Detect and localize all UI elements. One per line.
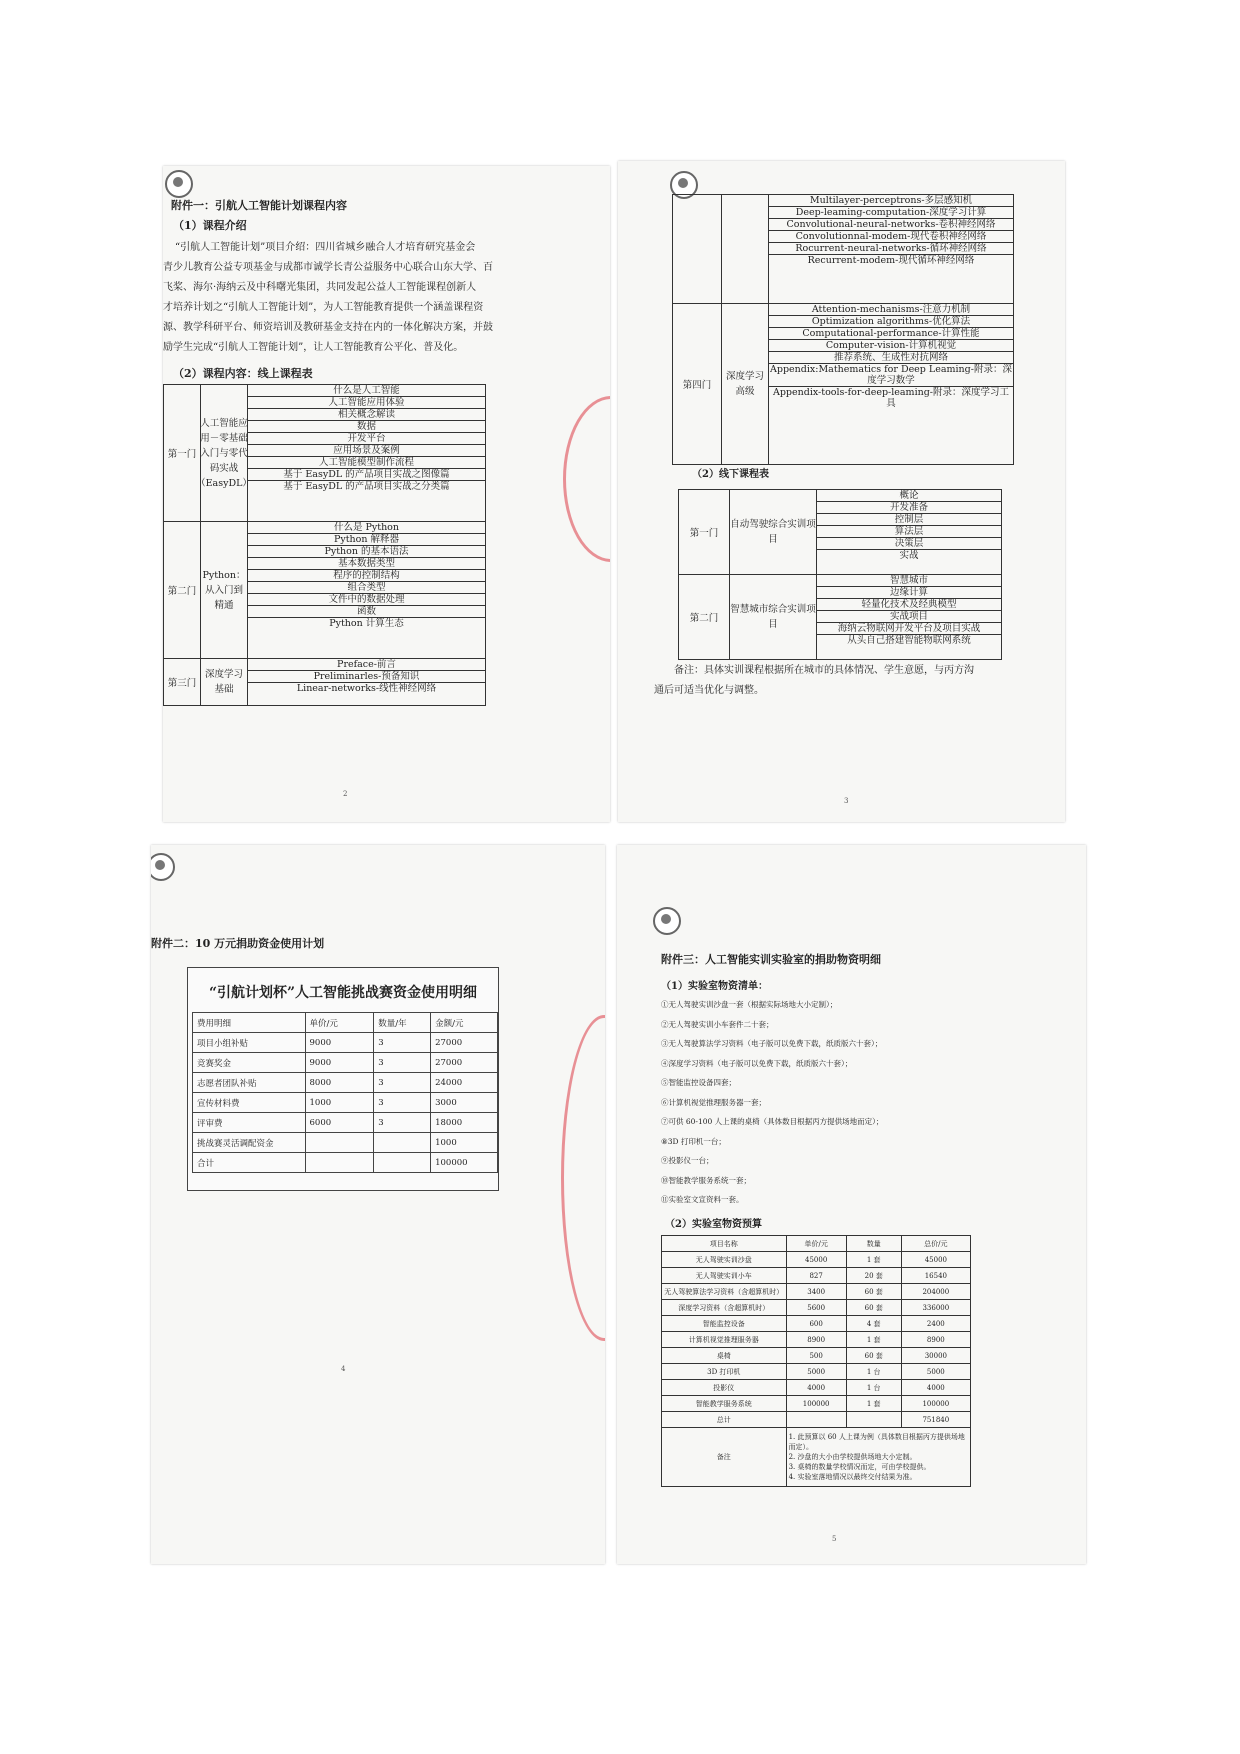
table-row bbox=[193, 1133, 498, 1153]
course-item: Python 解释器 bbox=[248, 534, 485, 546]
course-item: Multilayer-perceptrons-多层感知机 bbox=[769, 195, 1013, 207]
cell-item: 投影仪 bbox=[662, 1380, 787, 1396]
course-item: 实战项目 bbox=[817, 611, 1001, 623]
table-row bbox=[662, 1380, 971, 1396]
cell-qty bbox=[374, 1133, 431, 1153]
cell-qty: 3 bbox=[374, 1073, 431, 1093]
cell-item: 无人驾驶算法学习资料（含超算机时） bbox=[662, 1284, 787, 1300]
list-item: ④深度学习资料（电子版可以免费下载，纸质版六十套）； bbox=[661, 1058, 853, 1068]
cell-qty: 3 bbox=[374, 1113, 431, 1133]
course-item: 轻量化技术及经典模型 bbox=[817, 599, 1001, 611]
course-item: 开发平台 bbox=[248, 433, 485, 445]
course-item: 文件中的数据处理 bbox=[248, 594, 485, 606]
course-module: 第一门 bbox=[679, 490, 730, 574]
course-item: Computer-vision-计算机视觉 bbox=[769, 340, 1013, 352]
table-row bbox=[662, 1364, 971, 1380]
course-intro-paragraph bbox=[163, 238, 609, 358]
course-module: 第一门 bbox=[164, 385, 201, 521]
course-item: Python 计算生态 bbox=[329, 618, 404, 629]
cell-total: 30000 bbox=[901, 1348, 970, 1364]
school-logo-icon bbox=[151, 853, 175, 881]
cell-amount: 1000 bbox=[431, 1133, 498, 1153]
column-header: 单价/元 bbox=[305, 1013, 374, 1033]
course-group bbox=[672, 304, 1014, 465]
annex2-heading: 附件二：10 万元捐助资金使用计划 bbox=[151, 937, 325, 950]
cell-item: 志愿者团队补贴 bbox=[193, 1073, 306, 1093]
course-item: Optimization algorithms-优化算法 bbox=[769, 316, 1013, 328]
cell-qty: 1 套 bbox=[846, 1252, 901, 1268]
cell-qty: 60 套 bbox=[846, 1348, 901, 1364]
list-item: ⑩智能教学服务系统一套； bbox=[661, 1175, 751, 1185]
intro-line: “引航人工智能计划”项目介绍：四川省城乡融合人才培育研究基金会 bbox=[175, 242, 476, 253]
table-row bbox=[193, 1033, 498, 1053]
course-item: Convolutionnal-modem-现代卷积神经网络 bbox=[769, 231, 1013, 243]
offline-course-table bbox=[678, 489, 1002, 660]
cell-unit-price: 8900 bbox=[786, 1332, 846, 1348]
cell-item: 深度学习资料（含超算机时） bbox=[662, 1300, 787, 1316]
table-row bbox=[662, 1332, 971, 1348]
offline-note bbox=[654, 661, 1054, 701]
course-item: Appendix-tools-for-deep-leaming-附录：深度学习工具 bbox=[772, 387, 1010, 409]
document-page-4 bbox=[151, 845, 605, 1564]
cell-unit-price bbox=[305, 1133, 374, 1153]
cell-unit-price bbox=[305, 1153, 374, 1173]
document-page-2 bbox=[163, 166, 610, 822]
cell-total: 100000 bbox=[901, 1396, 970, 1412]
cell-item: 无人驾驶实训沙盘 bbox=[662, 1252, 787, 1268]
note-content bbox=[786, 1428, 970, 1487]
course-item: 边缘计算 bbox=[817, 587, 1001, 599]
list-item: ⑥计算机视觉推理服务器一套； bbox=[661, 1097, 766, 1107]
course-item: Convolutional-neural-networks-卷积神经网络 bbox=[769, 219, 1013, 231]
column-header: 单价/元 bbox=[786, 1236, 846, 1252]
course-item: 算法层 bbox=[817, 526, 1001, 538]
course-category: 智慧城市综合实训项目 bbox=[730, 575, 817, 659]
note-line: 1. 此预算以 60 人上课为例（具体数目根据丙方提供场地而定）。 bbox=[788, 1433, 965, 1451]
cell-unit-price bbox=[786, 1412, 846, 1428]
intro-line: 才培养计划之“引航人工智能计划”，为人工智能教育提供一个涵盖课程资 bbox=[163, 302, 484, 313]
online-course-table bbox=[163, 384, 486, 706]
cell-unit-price: 5000 bbox=[786, 1364, 846, 1380]
course-items bbox=[769, 304, 1013, 464]
online-course-table-continued bbox=[672, 194, 1014, 465]
table-row bbox=[662, 1284, 971, 1300]
course-group bbox=[163, 522, 486, 659]
cell-item: 项目小组补贴 bbox=[193, 1033, 306, 1053]
course-module bbox=[673, 195, 722, 303]
table-row bbox=[193, 1113, 498, 1133]
note-label: 备注 bbox=[662, 1428, 787, 1487]
column-header: 金额/元 bbox=[431, 1013, 498, 1033]
cell-unit-price: 45000 bbox=[786, 1252, 846, 1268]
cell-unit-price: 8000 bbox=[305, 1073, 374, 1093]
cell-unit-price: 500 bbox=[786, 1348, 846, 1364]
column-header: 费用明细 bbox=[193, 1013, 306, 1033]
course-item: Appendix:Mathematics for Deep Leaming-附录：深度学习数学 bbox=[770, 364, 1012, 386]
course-items bbox=[248, 659, 485, 705]
cell-item: 3D 打印机 bbox=[662, 1364, 787, 1380]
cell-amount: 27000 bbox=[431, 1053, 498, 1073]
column-header: 数量 bbox=[846, 1236, 901, 1252]
table-total-row bbox=[662, 1412, 971, 1428]
cell-item: 合计 bbox=[193, 1153, 306, 1173]
cell-total: 336000 bbox=[901, 1300, 970, 1316]
offline-schedule-heading: （2）线下课程表 bbox=[692, 469, 769, 480]
course-module: 第二门 bbox=[164, 522, 201, 658]
cell-total: 2400 bbox=[901, 1316, 970, 1332]
online-schedule-heading: （2）课程内容：线上课程表 bbox=[173, 367, 313, 380]
material-list-heading: （1）实验室物资清单： bbox=[661, 981, 768, 992]
course-module: 第四门 bbox=[673, 304, 722, 464]
course-item: 什么是 Python bbox=[248, 522, 485, 534]
course-item: Recurrent-modem-现代循环神经网络 bbox=[807, 255, 975, 266]
course-item: 人工智能应用体验 bbox=[248, 397, 485, 409]
cell-qty bbox=[374, 1153, 431, 1173]
page-number: 5 bbox=[832, 1535, 837, 1543]
cell-unit-price: 4000 bbox=[786, 1380, 846, 1396]
course-module: 第三门 bbox=[164, 659, 201, 705]
list-item: ③无人驾驶算法学习资料（电子版可以免费下载，纸质版六十套）； bbox=[661, 1039, 883, 1048]
table-total-row bbox=[193, 1153, 498, 1173]
course-item: 决策层 bbox=[817, 538, 1001, 550]
course-item: 智慧城市 bbox=[817, 575, 1001, 587]
document-page-5 bbox=[617, 845, 1086, 1564]
cell-item: 智能监控设备 bbox=[662, 1316, 787, 1332]
column-header: 数量/年 bbox=[374, 1013, 431, 1033]
cell-qty: 3 bbox=[374, 1053, 431, 1073]
cell-item: 竞赛奖金 bbox=[193, 1053, 306, 1073]
budget-table bbox=[661, 1235, 971, 1487]
course-items bbox=[769, 195, 1013, 303]
course-item: 函数 bbox=[248, 606, 485, 618]
course-items bbox=[817, 490, 1001, 574]
course-module: 第二门 bbox=[679, 575, 730, 659]
cell-qty: 60 套 bbox=[846, 1284, 901, 1300]
course-item: 从头自己搭建智能物联网系统 bbox=[847, 635, 971, 646]
note-line: 3. 桌椅的数量学校情况而定，可由学校提供。 bbox=[788, 1463, 931, 1471]
cell-unit-price: 1000 bbox=[305, 1093, 374, 1113]
course-item: Deep-leaming-computation-深度学习计算 bbox=[769, 207, 1013, 219]
course-item: 组合类型 bbox=[248, 582, 485, 594]
note-line: 4. 实验室落地情况以最终交付结果为准。 bbox=[788, 1473, 917, 1481]
course-item: 什么是人工智能 bbox=[248, 385, 485, 397]
cell-total: 204000 bbox=[901, 1284, 970, 1300]
course-item: Computational-performance-计算性能 bbox=[769, 328, 1013, 340]
red-seal-icon bbox=[563, 396, 610, 562]
budget-heading: （2）实验室物资预算 bbox=[665, 1219, 762, 1230]
table-row bbox=[662, 1300, 971, 1316]
annex1-heading: 附件一：引航人工智能计划课程内容 bbox=[171, 199, 347, 212]
table-row bbox=[662, 1396, 971, 1412]
course-group bbox=[163, 384, 486, 522]
cell-qty: 1 套 bbox=[846, 1396, 901, 1412]
course-items bbox=[248, 385, 485, 521]
table-row bbox=[662, 1268, 971, 1284]
course-item: 开发准备 bbox=[817, 502, 1001, 514]
cell-total: 45000 bbox=[901, 1252, 970, 1268]
cell-total: 4000 bbox=[901, 1380, 970, 1396]
list-item: ⑤智能监控设备四套； bbox=[661, 1078, 736, 1087]
cell-unit-price: 9000 bbox=[305, 1053, 374, 1073]
cell-amount: 18000 bbox=[431, 1113, 498, 1133]
course-group bbox=[678, 575, 1002, 660]
course-category: 深度学习高级 bbox=[722, 304, 769, 464]
course-item: 数据 bbox=[248, 421, 485, 433]
intro-line: 飞桨、海尔·海纳云及中科曙光集团，共同发起公益人工智能课程创新人 bbox=[163, 282, 477, 293]
list-item: ⑦可供 60-100 人上课的桌椅（具体数目根据丙方提供场地而定）； bbox=[661, 1117, 884, 1126]
cell-qty: 3 bbox=[374, 1093, 431, 1113]
cell-item: 桌椅 bbox=[662, 1348, 787, 1364]
cell-total: 5000 bbox=[901, 1364, 970, 1380]
course-item: 控制层 bbox=[817, 514, 1001, 526]
table-header-row bbox=[193, 1013, 498, 1033]
table-row bbox=[193, 1073, 498, 1093]
cell-unit-price: 827 bbox=[786, 1268, 846, 1284]
list-item: ⑨投影仪一台； bbox=[661, 1156, 714, 1165]
note-line: 备注：具体实训课程根据所在城市的具体情况、学生意愿，与丙方沟 bbox=[674, 665, 974, 676]
note-line: 2. 沙盘的大小由学校提供场地大小定制。 bbox=[788, 1453, 917, 1461]
course-intro-heading: （1）课程介绍 bbox=[173, 219, 247, 232]
cell-amount: 27000 bbox=[431, 1033, 498, 1053]
course-category: Python：从入门到精通 bbox=[201, 522, 248, 658]
course-items bbox=[817, 575, 1001, 659]
cell-total: 751840 bbox=[901, 1412, 970, 1428]
cell-unit-price: 5600 bbox=[786, 1300, 846, 1316]
course-item: Attention-mechanisms-注意力机制 bbox=[769, 304, 1013, 316]
table-row bbox=[193, 1053, 498, 1073]
list-item: ⑧3D 打印机一台； bbox=[661, 1136, 726, 1146]
column-header: 总价/元 bbox=[901, 1236, 970, 1252]
cell-amount: 24000 bbox=[431, 1073, 498, 1093]
table-row bbox=[662, 1252, 971, 1268]
document-page-3 bbox=[618, 161, 1065, 822]
course-item: Python 的基本语法 bbox=[248, 546, 485, 558]
course-category: 自动驾驶综合实训项目 bbox=[730, 490, 817, 574]
cell-unit-price: 9000 bbox=[305, 1033, 374, 1053]
cell-qty: 1 台 bbox=[846, 1380, 901, 1396]
course-item: 实战 bbox=[899, 550, 919, 561]
cell-item: 挑战赛灵活调配资金 bbox=[193, 1133, 306, 1153]
course-item: 概论 bbox=[817, 490, 1001, 502]
course-item: 人工智能模型制作流程 bbox=[248, 457, 485, 469]
intro-line: 青少儿教育公益专项基金与成都市诚学长青公益服务中心联合山东大学、百 bbox=[163, 262, 493, 273]
intro-line: 源、教学科研平台、师资培训及教研基金支持在内的一体化解决方案，并鼓 bbox=[163, 322, 493, 333]
course-item: 基于 EasyDL 的产品项目实战之分类篇 bbox=[283, 481, 450, 492]
school-logo-icon bbox=[165, 170, 193, 198]
course-group bbox=[672, 194, 1014, 304]
course-item: 基于 EasyDL 的产品项目实战之图像篇 bbox=[248, 469, 485, 481]
fund-usage-table-title: “引航计划杯”人工智能挑战赛资金使用明细 bbox=[208, 985, 478, 1001]
course-item: 应用场景及案例 bbox=[248, 445, 485, 457]
cell-qty: 60 套 bbox=[846, 1300, 901, 1316]
cell-item: 智能教学服务系统 bbox=[662, 1396, 787, 1412]
cell-qty bbox=[846, 1412, 901, 1428]
cell-item: 计算机视觉推理服务器 bbox=[662, 1332, 787, 1348]
list-item: ①无人驾驶实训沙盘一套（根据实际场地大小定制）； bbox=[661, 1000, 838, 1009]
fund-usage-table-box bbox=[187, 967, 499, 1191]
course-category bbox=[722, 195, 769, 303]
course-group bbox=[163, 659, 486, 706]
cell-unit-price: 100000 bbox=[786, 1396, 846, 1412]
cell-unit-price: 3400 bbox=[786, 1284, 846, 1300]
course-item: Rocurrent-neural-networks-循环神经网络 bbox=[769, 243, 1013, 255]
course-items bbox=[248, 522, 485, 658]
cell-item: 评审费 bbox=[193, 1113, 306, 1133]
column-header: 项目名称 bbox=[662, 1236, 787, 1252]
table-row bbox=[662, 1348, 971, 1364]
course-item: 程序的控制结构 bbox=[248, 570, 485, 582]
cell-qty: 4 套 bbox=[846, 1316, 901, 1332]
cell-amount: 100000 bbox=[431, 1153, 498, 1173]
course-item: Preface-前言 bbox=[248, 659, 485, 671]
cell-qty: 20 套 bbox=[846, 1268, 901, 1284]
fund-usage-table bbox=[192, 1012, 498, 1173]
cell-unit-price: 6000 bbox=[305, 1113, 374, 1133]
course-category: 人工智能应用－零基础入门与零代码实战（EasyDL） bbox=[201, 385, 248, 521]
cell-item: 总计 bbox=[662, 1412, 787, 1428]
page-number: 4 bbox=[341, 1365, 346, 1373]
annex3-heading: 附件三：人工智能实训实验室的捐助物资明细 bbox=[661, 953, 881, 966]
cell-item: 宣传材料费 bbox=[193, 1093, 306, 1113]
table-note-row bbox=[662, 1428, 971, 1487]
red-seal-icon bbox=[561, 1015, 605, 1341]
course-category: 深度学习基础 bbox=[201, 659, 248, 705]
page-number: 3 bbox=[844, 797, 849, 805]
table-row bbox=[193, 1093, 498, 1113]
course-item: 海纳云物联网开发平台及项目实战 bbox=[817, 623, 1001, 635]
table-row bbox=[662, 1316, 971, 1332]
intro-line: 励学生完成“引航人工智能计划”，让人工智能教育公平化、普及化。 bbox=[163, 342, 464, 353]
course-item: 相关概念解读 bbox=[248, 409, 485, 421]
material-list bbox=[661, 995, 1071, 1210]
course-item: 基本数据类型 bbox=[248, 558, 485, 570]
course-group bbox=[678, 489, 1002, 575]
course-item: Linear-networks-线性神经网络 bbox=[296, 683, 437, 694]
cell-total: 16540 bbox=[901, 1268, 970, 1284]
course-item: Preliminarles-预备知识 bbox=[248, 671, 485, 683]
cell-total: 8900 bbox=[901, 1332, 970, 1348]
school-logo-icon bbox=[653, 907, 681, 935]
cell-qty: 3 bbox=[374, 1033, 431, 1053]
page-number: 2 bbox=[343, 790, 348, 798]
cell-item: 无人驾驶实训小车 bbox=[662, 1268, 787, 1284]
cell-unit-price: 600 bbox=[786, 1316, 846, 1332]
table-header-row bbox=[662, 1236, 971, 1252]
course-item: 推荐系统、生成性对抗网络 bbox=[769, 352, 1013, 364]
list-item: ⑪实验室文宣资料一套。 bbox=[661, 1195, 744, 1204]
cell-amount: 3000 bbox=[431, 1093, 498, 1113]
list-item: ②无人驾驶实训小车套件二十套； bbox=[661, 1019, 774, 1029]
cell-qty: 1 套 bbox=[846, 1332, 901, 1348]
note-line: 通后可适当优化与调整。 bbox=[654, 685, 764, 696]
cell-qty: 1 台 bbox=[846, 1364, 901, 1380]
